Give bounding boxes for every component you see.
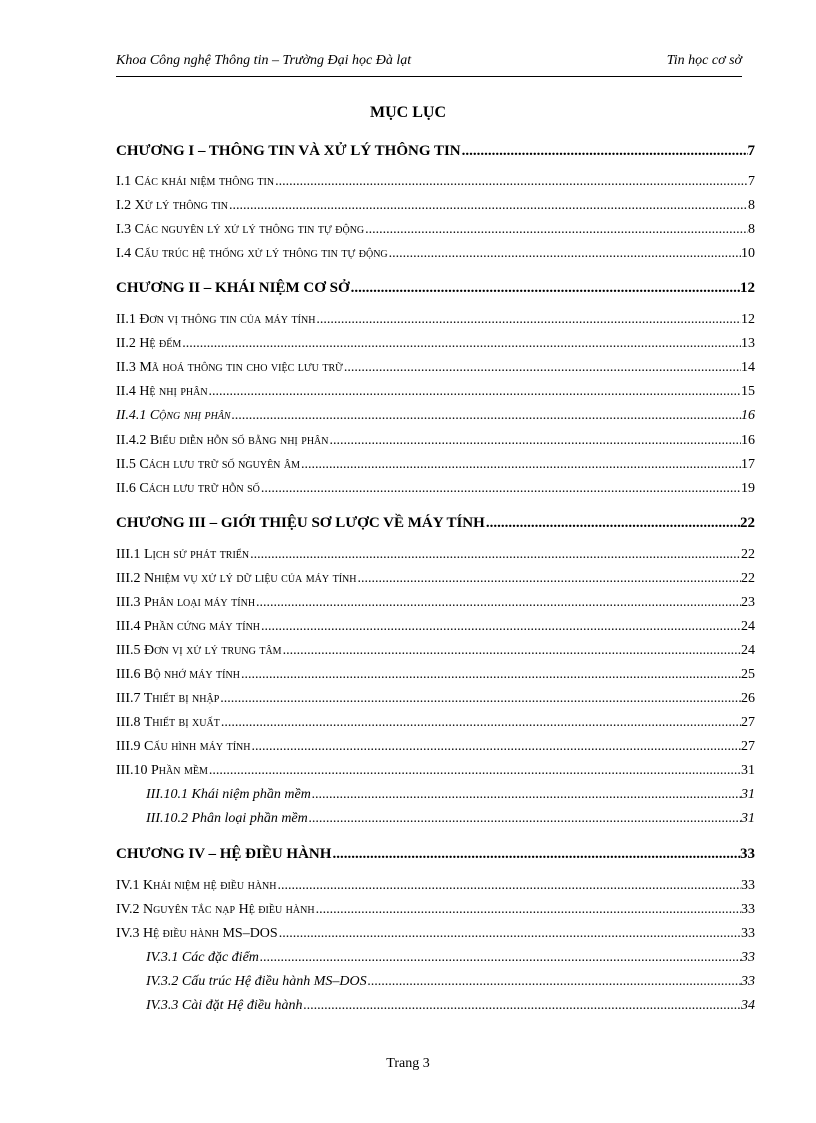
toc-leader-dots [308,811,741,827]
toc-leader-dots [249,547,741,563]
toc-entry-page: 33 [741,902,755,917]
page-number: Trang 3 [386,1056,430,1071]
toc-entry-title: III.8 Thiết bị xuất [116,715,220,730]
toc-entry[interactable] [116,222,755,238]
toc-entry-title: IV.2 Nguyên tắc nạp Hệ điều hành [116,902,315,917]
toc-entry-page: 27 [741,739,755,754]
toc-entry-title: II.2 Hệ đếm [116,336,182,351]
toc-entry[interactable] [116,619,755,635]
toc-entry-page: 8 [748,222,755,237]
toc-entry-title: III.10.2 Phân loại phần mềm [146,811,308,826]
toc-entry[interactable] [116,360,755,376]
toc-entry-page: 19 [741,481,755,496]
toc-entry[interactable] [116,457,755,473]
toc-leader-dots [274,174,748,190]
toc-entry-title: II.4.1 Cộng nhị phân [116,408,231,423]
toc-entry[interactable] [116,974,755,990]
toc-leader-dots [302,998,741,1014]
toc-entry[interactable] [116,926,755,942]
toc-entry-page: 14 [741,360,755,375]
toc-leader-dots [208,384,741,400]
toc-entry-title: III.2 Nhiệm vụ xử lý dữ liệu của máy tính [116,571,357,586]
toc-entry-title: II.1 Đơn vị thông tin của máy tính [116,312,316,327]
toc-chapter-entry[interactable] [116,143,755,160]
toc-entry-page: 25 [741,667,755,682]
toc-entry-title: II.4.2 Biểu diễn hỗn số bằng nhị phân [116,433,329,448]
toc-entry-title: III.10.1 Khái niệm phần mềm [146,787,311,802]
toc-entry-page: 12 [740,280,755,296]
toc-entry-title: I.3 Các nguyên lý xử lý thông tin tự động [116,222,365,237]
toc-leader-dots [367,974,741,990]
toc-leader-dots [331,846,740,863]
toc-leader-dots [259,950,741,966]
toc-entry[interactable] [116,547,755,563]
toc-entry-title: IV.3.2 Cấu trúc Hệ điều hành MS–DOS [146,974,367,989]
toc-chapter-entry[interactable] [116,515,755,532]
toc-entry[interactable] [116,433,755,449]
toc-entry[interactable] [116,763,755,779]
toc-entry[interactable] [116,312,755,328]
toc-entry-title: III.9 Cấu hình máy tính [116,739,251,754]
toc-leader-dots [231,408,741,424]
toc-entry-page: 7 [748,174,755,189]
toc-entry-title: II.5 Cách lưu trữ số nguyên âm [116,457,301,472]
toc-leader-dots [250,739,741,755]
toc-chapter-entry[interactable] [116,846,755,863]
toc-entry-title: III.3 Phân loại máy tính [116,595,256,610]
toc-leader-dots [219,691,741,707]
toc-entry-title: I.2 Xử lý thông tin [116,198,229,213]
toc-leader-dots [315,902,741,918]
toc-entry-title: IV.3.1 Các đặc điểm [146,950,259,965]
toc-leader-dots [240,667,741,683]
toc-entry[interactable] [116,811,755,827]
toc-entry[interactable] [116,950,755,966]
toc-entry[interactable] [116,198,755,214]
toc-entry-title: IV.1 Khái niệm hệ điều hành [116,878,277,893]
toc-entry-title: III.5 Đơn vị xử lý trung tâm [116,643,282,658]
toc-entry-page: 13 [741,336,755,351]
toc-entry-page: 34 [741,998,755,1013]
toc-entry-title: CHƯƠNG IV – HỆ ĐIỀU HÀNH [116,846,332,862]
toc-entry-page: 33 [741,926,755,941]
toc-entry-title: I.1 Các khái niệm thông tin [116,174,275,189]
toc-entry[interactable] [116,246,755,262]
header-course: Tin học cơ sở [666,53,742,68]
toc-entry-page: 22 [740,515,755,531]
toc-entry-page: 31 [741,787,755,802]
toc-entry-title: IV.3.3 Cài đặt Hệ điều hành [146,998,303,1013]
toc-entry-page: 12 [741,312,755,327]
toc-entry-page: 31 [741,811,755,826]
toc-leader-dots [181,336,741,352]
toc-entry-page: 33 [741,974,755,989]
toc-leader-dots [311,787,741,803]
header-institution: Khoa Công nghệ Thông tin – Trường Đại học Đà lạt [116,53,412,68]
toc-entry[interactable] [116,481,755,497]
toc-entry-page: 33 [741,950,755,965]
toc-leader-dots [364,222,748,238]
toc-leader-dots [485,515,740,532]
toc-leader-dots [300,457,741,473]
toc-entry-page: 22 [741,571,755,586]
toc-leader-dots [277,878,741,894]
toc-leader-dots [208,763,741,779]
toc-leader-dots [282,643,741,659]
toc-entry[interactable] [116,643,755,659]
toc-entry-title: CHƯƠNG I – THÔNG TIN VÀ XỬ LÝ THÔNG TIN [116,143,461,159]
toc-entry-page: 31 [741,763,755,778]
toc-entry-page: 26 [741,691,755,706]
toc-entry-title: CHƯƠNG II – KHÁI NIỆM CƠ SỞ [116,280,350,296]
toc-entry[interactable] [116,715,755,731]
toc-entry-title: CHƯƠNG III – GIỚI THIỆU SƠ LƯỢC VỀ MÁY TÍNH [116,515,485,531]
toc-entry-title: III.7 Thiết bị nhập [116,691,220,706]
page-header [116,52,742,77]
toc-leader-dots [356,571,741,587]
toc-leader-dots [278,926,741,942]
toc-leader-dots [461,143,748,160]
toc-entry-title: III.4 Phần cứng máy tính [116,619,261,634]
toc-leader-dots [315,312,741,328]
toc-entry[interactable] [116,595,755,611]
toc-leader-dots [228,198,748,214]
toc-entry[interactable] [116,691,755,707]
toc-entry-page: 23 [741,595,755,610]
toc-entry-page: 7 [747,143,755,159]
toc-entry-page: 33 [740,846,755,862]
toc-entry[interactable] [116,878,755,894]
toc-entry[interactable] [116,384,755,400]
toc-entry-page: 8 [748,198,755,213]
toc-entry[interactable] [116,998,755,1014]
toc-entry-page: 33 [741,878,755,893]
toc-leader-dots [220,715,741,731]
toc-entry-title: III.1 Lịch sử phát triển [116,547,250,562]
toc-entry[interactable] [116,571,755,587]
toc-entry-title: I.4 Cấu trúc hệ thống xử lý thông tin tự động [116,246,388,261]
page-title: MỤC LỤC [370,104,446,121]
toc-entry[interactable] [116,787,755,803]
toc-entry-title: IV.3 Hệ điều hành MS–DOS [116,926,278,941]
toc-chapter-entry[interactable] [116,280,755,297]
toc-entry-page: 24 [741,643,755,658]
toc-entry-page: 17 [741,457,755,472]
toc-leader-dots [255,595,741,611]
toc-entry[interactable] [116,739,755,755]
toc-entry-page: 27 [741,715,755,730]
toc-entry-title: III.10 Phần mềm [116,763,208,778]
toc-entry-page: 16 [741,433,755,448]
toc-entry[interactable] [116,902,755,918]
toc-entry[interactable] [116,667,755,683]
toc-entry-page: 10 [741,246,755,261]
toc-entry-page: 24 [741,619,755,634]
toc-leader-dots [388,246,741,262]
toc-entry-page: 16 [741,408,755,423]
toc-entry-title: III.6 Bộ nhớ máy tính [116,667,240,682]
toc-leader-dots [260,619,741,635]
toc-entry-title: II.6 Cách lưu trữ hỗn số [116,481,260,496]
toc-entry-page: 22 [741,547,755,562]
toc-entry-title: II.4 Hệ nhị phân [116,384,208,399]
toc-leader-dots [343,360,741,376]
toc-entry[interactable] [116,336,755,352]
toc-entry-page: 15 [741,384,755,399]
toc-leader-dots [329,433,742,449]
toc-entry[interactable] [116,408,755,424]
toc-leader-dots [350,280,740,297]
toc-entry-title: II.3 Mã hoá thông tin cho việc lưu trữ [116,360,343,375]
toc-leader-dots [260,481,741,497]
toc-entry[interactable] [116,174,755,190]
